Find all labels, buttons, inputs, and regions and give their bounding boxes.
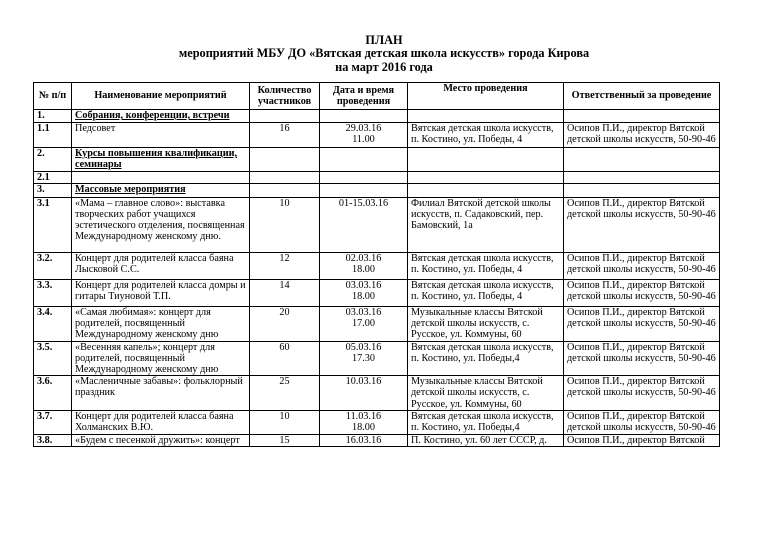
header-datetime: Дата и время проведения xyxy=(320,83,408,110)
row-date: 10.03.16 xyxy=(345,376,382,388)
row-participants xyxy=(250,148,320,172)
title-subject: мероприятий МБУ ДО «Вятская детская школа искусств» города Кирова xyxy=(178,46,590,61)
row-participants xyxy=(250,110,320,123)
table-row xyxy=(34,434,720,446)
row-event-name: Концерт для родителей класса баяна Холманских В.Ю. xyxy=(72,411,250,434)
row-responsible: Осипов П.И., директор Вятской детской школы искусств, 50-90-46 xyxy=(564,253,720,280)
row-event-name: «Самая любимая»: концерт для родителей, посвященный Международному женскому дню xyxy=(72,307,250,342)
row-place: Вятская детская школа искусств, п. Костино, ул. Победы,4 xyxy=(408,342,564,376)
row-place xyxy=(408,110,564,123)
table-row xyxy=(34,172,720,184)
row-participants xyxy=(250,184,320,198)
row-responsible xyxy=(564,172,720,184)
row-responsible xyxy=(564,110,720,123)
row-num: 3.4. xyxy=(34,307,72,342)
row-time: 17.30 xyxy=(352,353,375,365)
row-date: 05.03.16 xyxy=(345,342,382,354)
row-num: 3.2. xyxy=(34,253,72,280)
row-num: 3.8. xyxy=(34,434,72,446)
row-num: 2.1 xyxy=(34,172,72,184)
row-date: 16.03.16 xyxy=(345,434,382,446)
table-row xyxy=(34,411,720,434)
row-event-name: Концерт для родителей класса домры и гитары Тиуновой Т.П. xyxy=(72,280,250,307)
row-num: 3. xyxy=(34,184,72,198)
row-participants: 60 xyxy=(250,342,320,376)
row-time: 18.00 xyxy=(352,291,375,303)
row-responsible: Осипов П.И., директор Вятской детской школы искусств, 50-90-46 xyxy=(564,376,720,411)
row-date: 29.03.16 xyxy=(345,123,382,134)
table-row xyxy=(34,307,720,342)
row-time: 11.00 xyxy=(352,134,375,146)
row-place: Вятская детская школа искусств, п. Костино, ул. Победы,4 xyxy=(408,411,564,434)
row-participants: 25 xyxy=(250,376,320,411)
row-event-name: Педсовет xyxy=(72,123,250,148)
row-datetime xyxy=(320,172,408,184)
row-responsible xyxy=(564,148,720,172)
row-datetime xyxy=(320,110,408,123)
row-place: Филиал Вятской детской школы искусств, п. Садаковский, пер. Бамовский, 1а xyxy=(408,198,564,253)
row-place: Вятская детская школа искусств, п. Костино, ул. Победы, 4 xyxy=(408,253,564,280)
row-date: 11.03.16 xyxy=(345,411,382,423)
row-responsible: Осипов П.И., директор Вятской xyxy=(564,434,720,446)
row-num: 3.5. xyxy=(34,342,72,376)
row-datetime xyxy=(320,307,408,342)
row-datetime xyxy=(320,411,408,434)
row-date: 03.03.16 xyxy=(345,307,382,319)
row-num: 3.7. xyxy=(34,411,72,434)
row-responsible xyxy=(564,184,720,198)
title-plan: ПЛАН xyxy=(365,33,403,47)
row-date: 01-15.03.16 xyxy=(338,198,389,210)
row-date: 02.03.16 xyxy=(345,253,382,265)
row-place: Музыкальные классы Вятской детской школы искусств, с. Русское, ул. Коммуны, 60 xyxy=(408,376,564,411)
row-datetime xyxy=(320,123,408,148)
row-place xyxy=(408,184,564,198)
row-datetime xyxy=(320,184,408,198)
row-datetime xyxy=(320,376,408,411)
table-row xyxy=(34,342,720,376)
row-place xyxy=(408,172,564,184)
row-datetime xyxy=(320,342,408,376)
row-date: 03.03.16 xyxy=(345,280,382,292)
row-time: 17.00 xyxy=(352,318,375,330)
header-name: Наименование мероприятий xyxy=(72,83,250,110)
row-event-name: Курсы повышения квалификации, семинары xyxy=(72,148,250,172)
row-datetime xyxy=(320,434,408,446)
row-datetime xyxy=(320,198,408,253)
row-responsible: Осипов П.И., директор Вятской детской школы искусств, 50-90-46 xyxy=(564,123,720,148)
row-participants: 15 xyxy=(250,434,320,446)
document-title xyxy=(0,34,768,74)
row-event-name: Собрания, конференции, встречи xyxy=(72,110,250,123)
row-responsible: Осипов П.И., директор Вятской детской школы искусств, 50-90-46 xyxy=(564,280,720,307)
table-header-row xyxy=(34,83,720,110)
header-num: № п/п xyxy=(34,83,72,110)
row-event-name: Концерт для родителей класса баяна Лысковой С.С. xyxy=(72,253,250,280)
events-table xyxy=(33,82,720,447)
row-responsible: Осипов П.И., директор Вятской детской школы искусств, 50-90-46 xyxy=(564,342,720,376)
row-datetime xyxy=(320,148,408,172)
row-event-name: «Весенняя капель»; концерт для родителей, посвященный Международному женскому дню xyxy=(72,342,250,376)
table-row xyxy=(34,184,720,198)
row-event-name: «Мама – главное слово»: выставка творческих работ учащихся эстетического отделения, посвященная Международному женскому дню. xyxy=(72,198,250,253)
row-place: Вятская детская школа искусств, п. Костино, ул. Победы, 4 xyxy=(408,280,564,307)
row-place xyxy=(408,148,564,172)
row-time: 18.00 xyxy=(352,422,375,434)
row-event-name: «Будем с песенкой дружить»: концерт xyxy=(72,434,250,446)
row-time: 18.00 xyxy=(352,264,375,276)
title-period: на март 2016 года xyxy=(335,59,433,74)
row-event-name: Массовые мероприятия xyxy=(72,184,250,198)
row-responsible: Осипов П.И., директор Вятской детской школы искусств, 50-90-46 xyxy=(564,307,720,342)
row-place: Музыкальные классы Вятской детской школы искусств, с. Русское, ул. Коммуны, 60 xyxy=(408,307,564,342)
row-place: Вятская детская школа искусств, п. Костино, ул. Победы, 4 xyxy=(408,123,564,148)
row-num: 1.1 xyxy=(34,123,72,148)
row-num: 2. xyxy=(34,148,72,172)
row-participants xyxy=(250,172,320,184)
row-participants: 12 xyxy=(250,253,320,280)
table-row xyxy=(34,280,720,307)
header-participants: Количество участников xyxy=(250,83,320,110)
table-row xyxy=(34,148,720,172)
row-num: 1. xyxy=(34,110,72,123)
table-row xyxy=(34,123,720,148)
row-responsible: Осипов П.И., директор Вятской детской школы искусств, 50-90-46 xyxy=(564,411,720,434)
row-responsible: Осипов П.И., директор Вятской детской школы искусств, 50-90-46 xyxy=(564,198,720,253)
row-participants: 10 xyxy=(250,198,320,253)
header-place: Место проведения xyxy=(408,83,564,110)
row-datetime xyxy=(320,253,408,280)
table-row xyxy=(34,376,720,411)
table-row xyxy=(34,110,720,123)
table-row xyxy=(34,253,720,280)
row-participants: 20 xyxy=(250,307,320,342)
row-num: 3.6. xyxy=(34,376,72,411)
row-num: 3.3. xyxy=(34,280,72,307)
header-responsible: Ответственный за проведение xyxy=(564,83,720,110)
row-event-name: «Масленичные забавы»: фольклорный праздник xyxy=(72,376,250,411)
row-datetime xyxy=(320,280,408,307)
table-row xyxy=(34,198,720,253)
row-participants: 16 xyxy=(250,123,320,148)
row-num: 3.1 xyxy=(34,198,72,253)
row-event-name xyxy=(72,172,250,184)
row-participants: 10 xyxy=(250,411,320,434)
row-place: П. Костино, ул. 60 лет СССР, д. xyxy=(408,434,564,446)
row-participants: 14 xyxy=(250,280,320,307)
